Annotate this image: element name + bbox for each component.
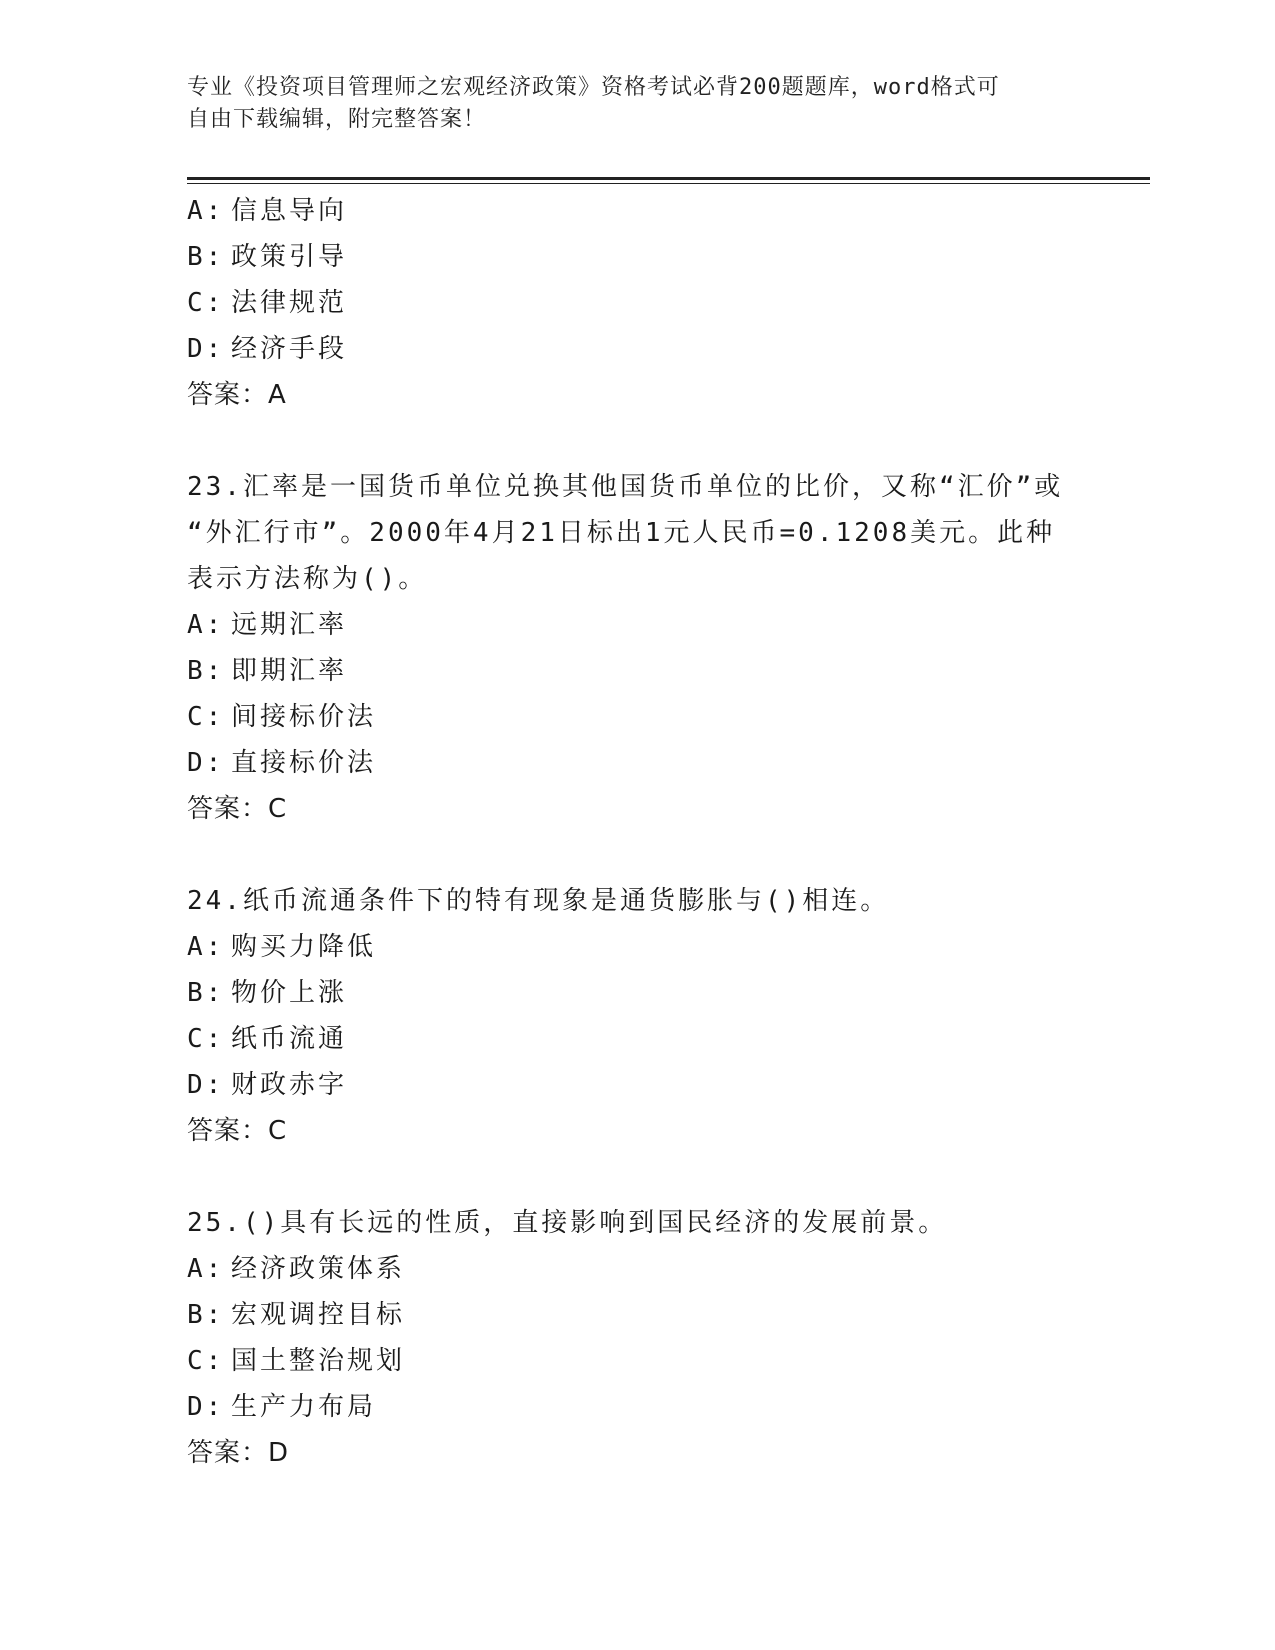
option-text: 财政赤字 [231,1070,348,1100]
answer-line: 答案：C [187,794,288,824]
option-key: B: [187,978,225,1008]
question-25 [187,1200,1087,1476]
question-stem-line: “外汇行市”。2000年4月21日标出1元人民币=0.1208美元。此种 [187,518,1056,548]
option-a [187,188,1087,234]
answer-line: 答案：C [187,1116,288,1146]
option-text: 即期汇率 [231,656,348,686]
option-key: D: [187,1070,225,1100]
option-key: A: [187,1254,225,1284]
option-d [187,1384,1087,1430]
option-text: 直接标价法 [231,748,377,778]
option-a [187,1246,1087,1292]
option-key: B: [187,656,225,686]
option-text: 经济政策体系 [231,1254,406,1284]
option-text: 宏观调控目标 [231,1300,406,1330]
question-stem-line: 表示方法称为()。 [187,564,428,594]
question-stem-line: 24.纸币流通条件下的特有现象是通货膨胀与()相连。 [187,886,890,916]
option-c [187,1338,1087,1384]
option-d [187,326,1087,372]
option-b [187,234,1087,280]
spacer [187,418,1087,464]
option-key: C: [187,1024,225,1054]
option-a [187,602,1087,648]
option-c [187,280,1087,326]
option-text: 纸币流通 [231,1024,348,1054]
document-header [187,72,1067,136]
option-b [187,1292,1087,1338]
option-text: 购买力降低 [231,932,377,962]
option-text: 政策引导 [231,242,348,272]
question-22 [187,188,1087,418]
option-key: B: [187,1300,225,1330]
option-text: 法律规范 [231,288,348,318]
option-key: A: [187,610,225,640]
option-text: 生产力布局 [231,1392,377,1422]
option-key: D: [187,1392,225,1422]
option-text: 物价上涨 [231,978,348,1008]
header-title-line-1: 专业《投资项目管理师之宏观经济政策》资格考试必背200题题库，word格式可 [187,75,1000,100]
header-rule-thick [187,177,1150,180]
question-list [187,188,1087,1476]
spacer [187,832,1087,878]
option-key: C: [187,1346,225,1376]
question-stem-line: 23.汇率是一国货币单位兑换其他国货币单位的比价，又称“汇价”或 [187,472,1064,502]
option-c [187,1016,1087,1062]
spacer [187,1154,1087,1200]
option-d [187,740,1087,786]
option-key: C: [187,288,225,318]
option-key: A: [187,932,225,962]
option-key: B: [187,242,225,272]
option-key: D: [187,748,225,778]
option-d [187,1062,1087,1108]
question-stem-line: 25.()具有长远的性质，直接影响到国民经济的发展前景。 [187,1208,948,1238]
option-key: C: [187,702,225,732]
header-title-line-2: 自由下载编辑，附完整答案！ [187,107,487,132]
answer-line: 答案：D [187,1438,290,1468]
option-text: 间接标价法 [231,702,377,732]
header-rule-thin [187,183,1150,184]
option-key: D: [187,334,225,364]
option-text: 国土整治规划 [231,1346,406,1376]
question-23 [187,464,1087,832]
question-24 [187,878,1087,1154]
option-text: 经济手段 [231,334,348,364]
option-b [187,648,1087,694]
answer-line: 答案：A [187,380,287,410]
option-b [187,970,1087,1016]
option-text: 远期汇率 [231,610,348,640]
option-c [187,694,1087,740]
option-a [187,924,1087,970]
option-text: 信息导向 [231,196,348,226]
option-key: A: [187,196,225,226]
